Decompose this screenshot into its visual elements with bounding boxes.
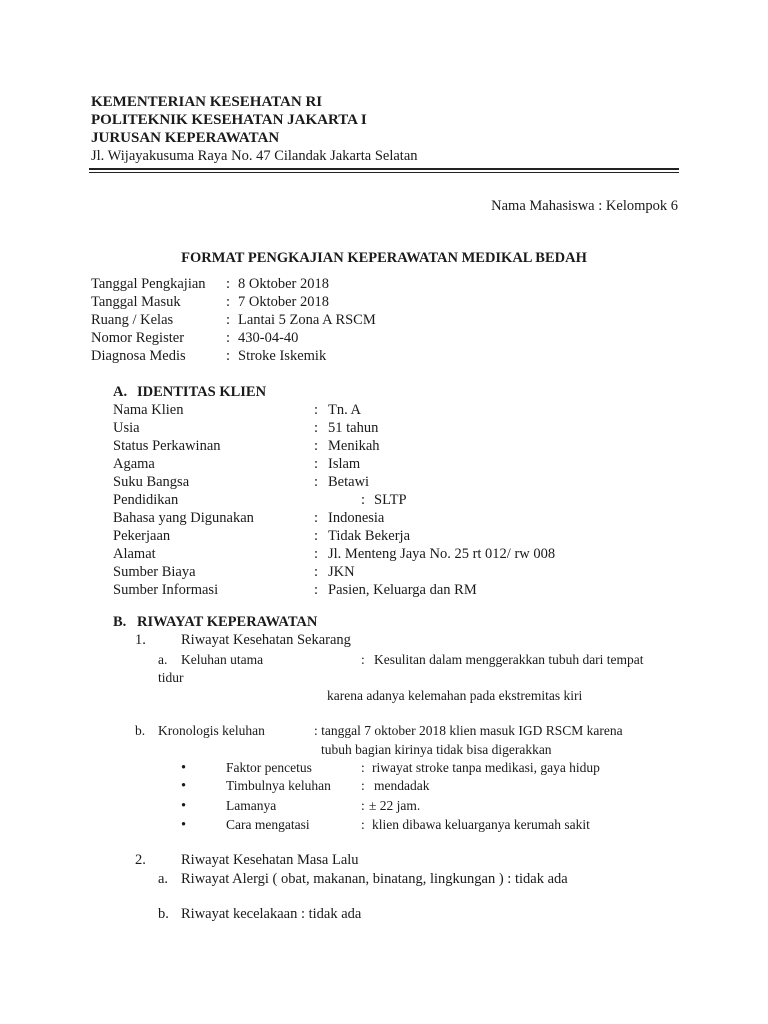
department-name: JURUSAN KEPERAWATAN bbox=[91, 130, 280, 146]
identity-label: Pekerjaan bbox=[113, 528, 171, 544]
section-a-marker: A. bbox=[113, 384, 128, 400]
item-2-number: 2. bbox=[135, 852, 146, 868]
chronology-value-line-2: tubuh bagian kirinya tidak bisa digerakkan bbox=[321, 742, 552, 757]
complaint-colon: : bbox=[361, 652, 365, 667]
section-a-title: IDENTITAS KLIEN bbox=[137, 384, 267, 400]
accident-marker: b. bbox=[158, 906, 169, 922]
complaint-label: Keluhan utama bbox=[181, 652, 264, 667]
institution-address: Jl. Wijayakusuma Raya No. 47 Cilandak Jakarta Selatan bbox=[91, 148, 418, 164]
detail-value: mendadak bbox=[374, 778, 430, 793]
bullet-icon: • bbox=[181, 760, 187, 776]
student-label: Nama Mahasiswa bbox=[491, 198, 595, 214]
identity-value: Indonesia bbox=[328, 510, 385, 526]
complaint-value-line-2: karena adanya kelemahan pada ekstremitas kiri bbox=[327, 688, 583, 703]
info-value: 430-04-40 bbox=[238, 330, 299, 346]
identity-label: Sumber Biaya bbox=[113, 564, 196, 580]
identity-value: SLTP bbox=[374, 492, 407, 508]
info-value: 7 Oktober 2018 bbox=[238, 294, 330, 310]
identity-value: Pasien, Keluarga dan RM bbox=[328, 582, 477, 598]
ministry-name: KEMENTERIAN KESEHATAN RI bbox=[91, 94, 323, 110]
identity-label: Nama Klien bbox=[113, 402, 184, 418]
complaint-wrap: tidur bbox=[158, 670, 184, 685]
info-value: Stroke Iskemik bbox=[238, 348, 327, 364]
info-colon: : bbox=[226, 348, 231, 364]
detail-colon: : bbox=[361, 798, 365, 813]
info-colon: : bbox=[226, 312, 231, 328]
identity-value: Menikah bbox=[328, 438, 380, 454]
identity-colon: : bbox=[314, 474, 319, 490]
student-value: Kelompok 6 bbox=[605, 198, 678, 214]
detail-label: Faktor pencetus bbox=[226, 760, 312, 775]
identity-label: Agama bbox=[113, 456, 155, 472]
bullet-icon: • bbox=[181, 817, 187, 833]
identity-label: Pendidikan bbox=[113, 492, 179, 508]
detail-value: ± 22 jam. bbox=[369, 798, 421, 813]
identity-value: Tn. A bbox=[328, 402, 362, 418]
polytechnic-name: POLITEKNIK KESEHATAN JAKARTA I bbox=[91, 112, 367, 128]
identity-value: 51 tahun bbox=[328, 420, 379, 436]
identity-label: Suku Bangsa bbox=[113, 474, 190, 490]
header-rule-thick bbox=[89, 168, 679, 170]
identity-label: Usia bbox=[113, 420, 140, 436]
item-1-number: 1. bbox=[135, 632, 146, 648]
detail-value: riwayat stroke tanpa medikasi, gaya hidup bbox=[372, 760, 600, 775]
identity-label: Bahasa yang Digunakan bbox=[113, 510, 254, 526]
identity-colon: : bbox=[314, 456, 319, 472]
info-label: Ruang / Kelas bbox=[91, 312, 174, 328]
identity-colon: : bbox=[314, 528, 319, 544]
identity-value: Jl. Menteng Jaya No. 25 rt 012/ rw 008 bbox=[328, 546, 556, 562]
form-title: FORMAT PENGKAJIAN KEPERAWATAN MEDIKAL BEDAH bbox=[181, 250, 587, 266]
identity-colon: : bbox=[314, 564, 319, 580]
allergy-history: Riwayat Alergi ( obat, makanan, binatang, lingkungan ) : tidak ada bbox=[181, 871, 568, 887]
identity-colon: : bbox=[314, 402, 319, 418]
item-2-title: Riwayat Kesehatan Masa Lalu bbox=[181, 852, 359, 868]
info-label: Tanggal Pengkajian bbox=[91, 276, 206, 292]
accident-history: Riwayat kecelakaan : tidak ada bbox=[181, 906, 362, 922]
identity-colon: : bbox=[314, 438, 319, 454]
identity-value: Betawi bbox=[328, 474, 370, 490]
detail-colon: : bbox=[361, 817, 365, 832]
identity-label: Alamat bbox=[113, 546, 156, 562]
chronology-label: Kronologis keluhan bbox=[158, 723, 265, 738]
info-value: 8 Oktober 2018 bbox=[238, 276, 330, 292]
detail-value: klien dibawa keluarganya kerumah sakit bbox=[372, 817, 590, 832]
identity-colon: : bbox=[361, 492, 366, 508]
info-colon: : bbox=[226, 276, 231, 292]
identity-label: Status Perkawinan bbox=[113, 438, 221, 454]
bullet-icon: • bbox=[181, 798, 187, 814]
detail-colon: : bbox=[361, 760, 365, 775]
header-rule-thin bbox=[89, 172, 679, 173]
info-label: Nomor Register bbox=[91, 330, 185, 346]
info-label: Diagnosa Medis bbox=[91, 348, 186, 364]
identity-colon: : bbox=[314, 582, 319, 598]
bullet-icon: • bbox=[181, 778, 187, 794]
chronology-value-line-1: : tanggal 7 oktober 2018 klien masuk IGD RSCM karena bbox=[314, 723, 623, 738]
section-b-marker: B. bbox=[113, 614, 127, 630]
allergy-marker: a. bbox=[158, 871, 169, 887]
identity-colon: : bbox=[314, 546, 319, 562]
detail-label: Timbulnya keluhan bbox=[226, 778, 331, 793]
detail-colon: : bbox=[361, 778, 365, 793]
info-colon: : bbox=[226, 294, 231, 310]
identity-label: Sumber Informasi bbox=[113, 582, 219, 598]
detail-label: Cara mengatasi bbox=[226, 817, 310, 832]
identity-value: Islam bbox=[328, 456, 361, 472]
identity-value: Tidak Bekerja bbox=[328, 528, 411, 544]
chronology-marker: b. bbox=[135, 723, 146, 738]
complaint-value-line-1: Kesulitan dalam menggerakkan tubuh dari tempat bbox=[374, 652, 644, 667]
item-1-title: Riwayat Kesehatan Sekarang bbox=[181, 632, 351, 648]
identity-colon: : bbox=[314, 420, 319, 436]
info-colon: : bbox=[226, 330, 231, 346]
identity-colon: : bbox=[314, 510, 319, 526]
complaint-marker: a. bbox=[158, 652, 168, 667]
detail-label: Lamanya bbox=[226, 798, 277, 813]
section-b-title: RIWAYAT KEPERAWATAN bbox=[137, 614, 318, 630]
info-label: Tanggal Masuk bbox=[91, 294, 181, 310]
info-value: Lantai 5 Zona A RSCM bbox=[238, 312, 376, 328]
identity-value: JKN bbox=[328, 564, 355, 580]
student-name-line: Nama Mahasiswa : Kelompok 6 bbox=[491, 198, 678, 214]
